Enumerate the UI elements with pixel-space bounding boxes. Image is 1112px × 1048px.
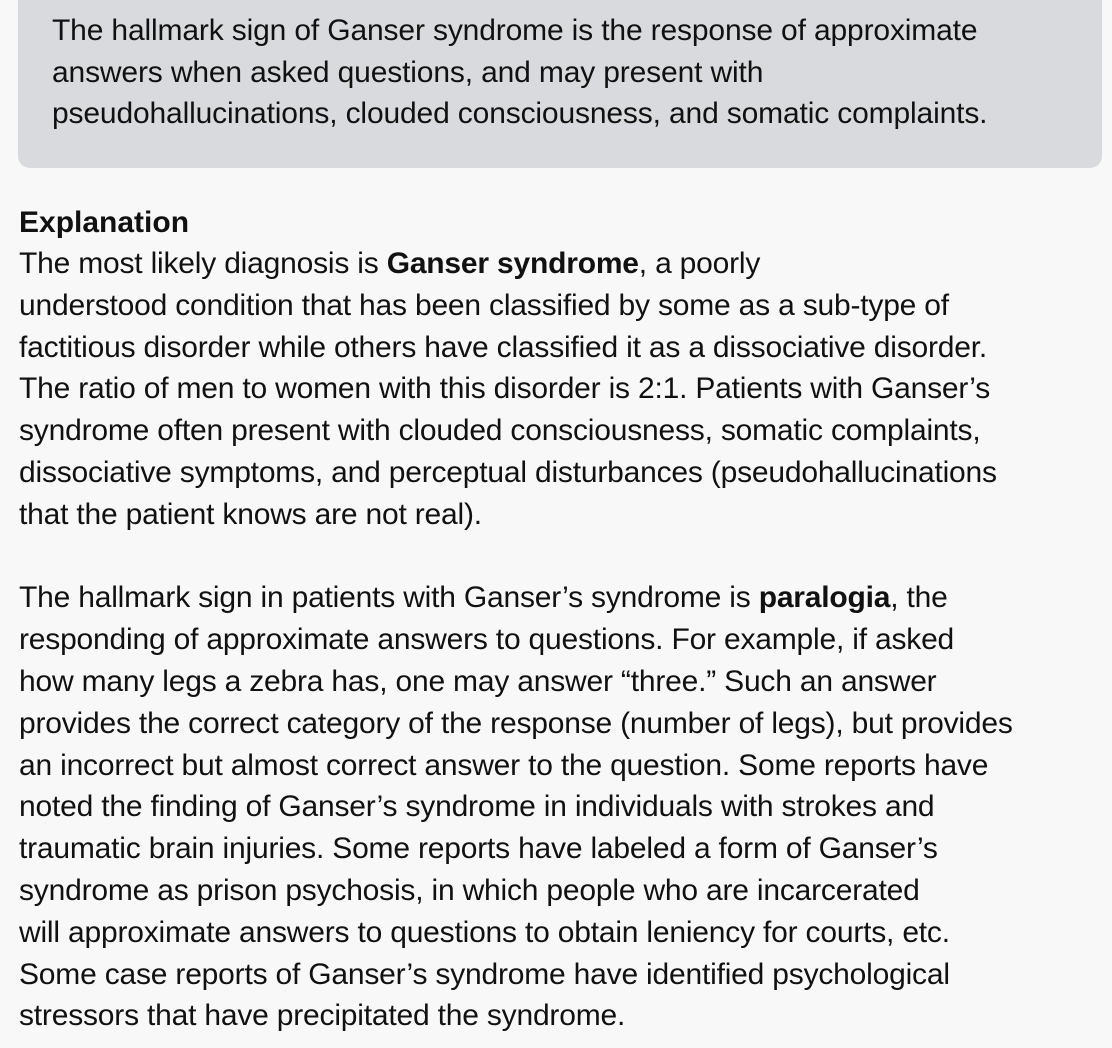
answer-text [52, 10, 1082, 135]
paragraph-line [19, 243, 1107, 285]
paragraph-line: syndrome as prison psychosis, in which people who are incarcerated [19, 873, 920, 907]
answer-line: answers when asked questions, and may present with [52, 55, 764, 89]
paragraph-text: , a poorly [638, 247, 761, 280]
paragraph-line: responding of approximate answers to questions. For example, if asked [19, 623, 955, 657]
paragraph-text: , the [890, 581, 948, 615]
paragraph-line: that the patient knows are not real). [19, 497, 482, 531]
paragraph-line: understood condition that has been classified by some as a sub-type of [19, 288, 949, 322]
paragraph-line: The ratio of men to women with this disorder is 2:1. Patients with Ganser’s [19, 372, 991, 406]
paragraph-line: will approximate answers to questions to obtain leniency for courts, etc. [19, 915, 950, 949]
answer-line: pseudohallucinations, clouded consciousness, and somatic complaints. [52, 97, 988, 130]
paragraph-line: dissociative symptoms, and perceptual disturbances (pseudohallucinations [19, 455, 997, 489]
diagnosis-term: Ganser syndrome [386, 247, 639, 280]
explanation-section [19, 202, 1107, 1037]
explanation-heading: Explanation [19, 206, 190, 239]
paragraph-text: The most likely diagnosis is [19, 247, 387, 280]
paragraph-line: how many legs a zebra has, one may answer “three.” Such an answer [19, 664, 937, 698]
paragraph-line: factitious disorder while others have classified it as a dissociative disorder. [19, 330, 988, 364]
paragraph-line: provides the correct category of the response (number of legs), but provides [19, 706, 1013, 740]
explanation-paragraph-2 [19, 577, 1107, 1037]
paragraph-line: stressors that have precipitated the syndrome. [19, 999, 626, 1033]
explanation-paragraph-1 [19, 243, 1107, 536]
key-term: paralogia [758, 581, 891, 615]
answer-box [18, 0, 1102, 168]
paragraph-line: traumatic brain injuries. Some reports have labeled a form of Ganser’s [19, 832, 938, 866]
paragraph-line: syndrome often present with clouded consciousness, somatic complaints, [19, 414, 981, 448]
paragraph-line: Some case reports of Ganser’s syndrome have identified psychological [19, 957, 950, 991]
paragraph-line [19, 577, 1107, 619]
paragraph-line: an incorrect but almost correct answer to the question. Some reports have [19, 748, 989, 782]
paragraph-spacer [19, 536, 1107, 578]
paragraph-text: The hallmark sign in patients with Ganser’s syndrome is [19, 581, 759, 615]
paragraph-line: noted the finding of Ganser’s syndrome in individuals with strokes and [19, 790, 935, 824]
answer-line: The hallmark sign of Ganser syndrome is the response of approximate [52, 14, 978, 47]
